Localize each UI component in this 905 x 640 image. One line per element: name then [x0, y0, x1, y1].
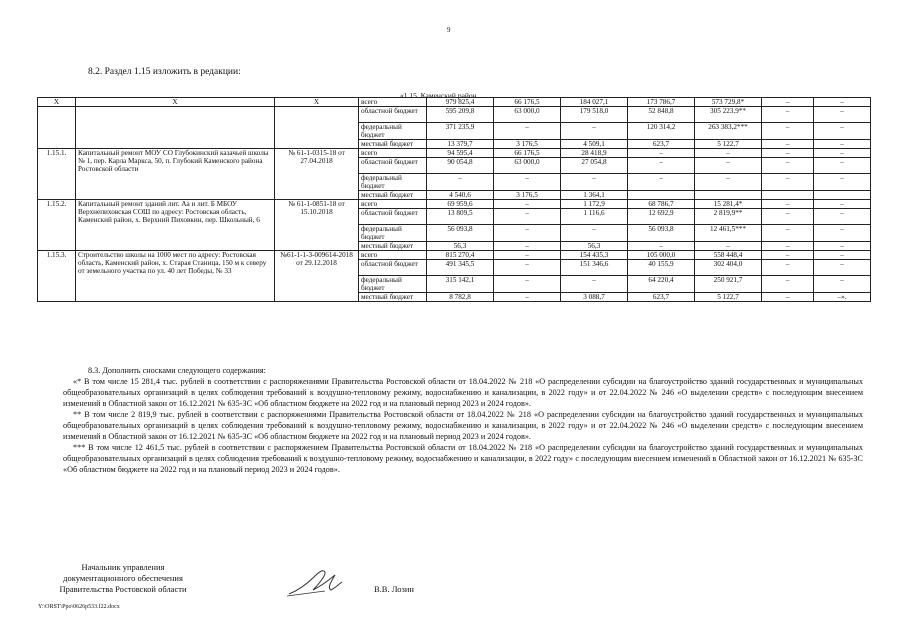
budget-table — [37, 97, 871, 302]
value-cell: – — [494, 293, 561, 302]
value-cell: 13 379,7 — [427, 140, 494, 149]
value-cell: – — [494, 200, 561, 209]
value-cell: 623,7 — [628, 140, 695, 149]
source-cell: федеральный бюджет — [359, 225, 427, 242]
value-cell: – — [814, 251, 871, 260]
value-cell: – — [762, 200, 814, 209]
value-cell: 94 595,4 — [427, 149, 494, 158]
value-cell: – — [427, 174, 494, 191]
value-cell: 63 000,0 — [494, 158, 561, 174]
source-cell: всего — [359, 98, 427, 107]
value-cell: – — [628, 149, 695, 158]
value-cell: – — [762, 276, 814, 293]
value-cell: 573 729,8* — [695, 98, 762, 107]
table-row — [38, 98, 871, 107]
value-cell: – — [762, 225, 814, 242]
value-cell — [628, 191, 695, 200]
value-cell: – — [494, 174, 561, 191]
table-row — [38, 251, 871, 260]
value-cell — [814, 191, 871, 200]
value-cell — [695, 191, 762, 200]
table-row — [38, 200, 871, 209]
value-cell: 4 509,1 — [561, 140, 628, 149]
footnote-3: *** В том числе 12 461,5 тыс. рублей в соответствии с распоряжением Правительства Ростовской области от 18.04.2022 № 218 «О распределении субсидии на благоустройство зданий государственных и муниципальных общеобразовательных организаций в целях соблюдения требований к воздушно-тепловому режиму, водоснабжению и канализации, в 2022 году» с последующим внесением изменений в Областной закон от 16.12.2021 № 635-ЗС «Об областном бюджете на 2022 год и на плановый период 2023 и 2024 годов». — [63, 443, 863, 474]
value-cell: 56 093,8 — [427, 225, 494, 242]
document-cell: № 61-1-0315-18 от 27.04.2018 — [275, 149, 359, 200]
value-cell: 40 155,9 — [628, 260, 695, 276]
value-cell: 52 848,8 — [628, 107, 695, 123]
value-cell: 305 223,9** — [695, 107, 762, 123]
value-cell: 371 235,9 — [427, 123, 494, 140]
value-cell: –». — [814, 293, 871, 302]
value-cell: – — [762, 174, 814, 191]
document-cell: Х — [275, 98, 359, 107]
source-cell: всего — [359, 149, 427, 158]
item-number-cell: 1.15.1. — [38, 149, 76, 200]
value-cell: 5 122,7 — [695, 140, 762, 149]
value-cell: – — [561, 174, 628, 191]
document-cell: № 61-1-0851-18 от 15.10.2018 — [275, 200, 359, 251]
source-cell: всего — [359, 200, 427, 209]
value-cell: 3 088,7 — [561, 293, 628, 302]
value-cell: – — [814, 225, 871, 242]
footnote-1: «* В том числе 15 281,4 тыс. рублей в соответствии с распоряжениями Правительства Ростовской области от 18.04.2022 № 218 «О распределении субсидии на благоустройство зданий государственных и муниципальных общеобразовательных организаций в целях соблюдения требований к воздушно-тепловому режиму, водоснабжению и канализации, в 2022 году» и от 22.04.2022 № 246 «О выделении средств» с последующим внесением изменений в Областной закон от 16.12.2021 № 635-ЗС «Об областном бюджете на 2022 год и на плановый период 2023 и 2024 годов». — [63, 377, 863, 408]
value-cell: 491 345,5 — [427, 260, 494, 276]
signature-block — [38, 562, 208, 595]
value-cell: 179 518,0 — [561, 107, 628, 123]
value-cell: 5 122,7 — [695, 293, 762, 302]
value-cell: – — [695, 242, 762, 251]
item-number-cell — [38, 107, 76, 149]
value-cell: – — [762, 107, 814, 123]
item-number-cell: 1.15.2. — [38, 200, 76, 251]
value-cell: – — [814, 209, 871, 225]
document-cell: №61-1-1-3-009614-2018 от 29.12.2018 — [275, 251, 359, 302]
value-cell: 15 281,4* — [695, 200, 762, 209]
value-cell: 56,3 — [561, 242, 628, 251]
item-name-cell: Капитальный ремонт зданий лит. Аа и лит. Б МБОУ Верхнепиховская СОШ по адресу: Ростовская область, Каменский район, х. Верхний Пиховкин, пер. Школьный, 6 — [76, 200, 275, 251]
value-cell: 173 786,7 — [628, 98, 695, 107]
table-row — [38, 107, 871, 123]
value-cell: 2 819,9** — [695, 209, 762, 225]
signer-name: В.В. Лозин — [374, 584, 414, 594]
value-cell: – — [814, 98, 871, 107]
handwritten-signature — [285, 566, 345, 600]
item-number-cell: 1.15.3. — [38, 251, 76, 302]
value-cell: – — [814, 242, 871, 251]
value-cell: – — [762, 251, 814, 260]
value-cell: – — [561, 123, 628, 140]
value-cell: 12 461,5*** — [695, 225, 762, 242]
value-cell: 90 054,8 — [427, 158, 494, 174]
value-cell: 595 209,8 — [427, 107, 494, 123]
value-cell: 12 692,9 — [628, 209, 695, 225]
value-cell: – — [762, 242, 814, 251]
source-cell: местный бюджет — [359, 242, 427, 251]
table-title: «1.15. Каменский район — [400, 91, 477, 100]
source-cell: местный бюджет — [359, 140, 427, 149]
item-name-cell: Строительство школы на 1000 мест по адресу: Ростовская область, Каменский район, х. Старая Станица, 150 м к северу от земельного участка по ул. 40 лет Победы, № 33 — [76, 251, 275, 302]
value-cell: – — [762, 209, 814, 225]
value-cell: – — [814, 260, 871, 276]
value-cell: – — [494, 123, 561, 140]
value-cell: – — [762, 123, 814, 140]
footnote-2: ** В том числе 2 819,9 тыс. рублей в соответствии с распоряжениями Правительства Ростовской области от 18.04.2022 № 218 «О распределении субсидии на благоустройство зданий государственных и муниципальных общеобразовательных организаций в целях соблюдения требований к воздушно-тепловому режиму, водоснабжению и канализации, в 2022 году» и от 22.04.2022 № 246 «О выделении средств» с последующим внесением изменений в Областной закон от 16.12.2021 № 635-ЗС «Об областном бюджете на 2022 год и на плановый период 2023 и 2024 годов». — [63, 410, 863, 441]
value-cell: – — [628, 158, 695, 174]
value-cell: – — [494, 209, 561, 225]
item-name-cell — [76, 107, 275, 149]
value-cell: – — [762, 140, 814, 149]
value-cell: – — [628, 242, 695, 251]
value-cell: 56 093,8 — [628, 225, 695, 242]
value-cell: 815 270,4 — [427, 251, 494, 260]
value-cell: – — [814, 174, 871, 191]
value-cell: – — [762, 98, 814, 107]
value-cell: – — [494, 276, 561, 293]
signature-title-line1: Начальник управления — [81, 562, 165, 572]
signature-title-line3: Правительства Ростовской области — [59, 584, 187, 594]
table-row — [38, 149, 871, 158]
value-cell: 1 172,9 — [561, 200, 628, 209]
value-cell: – — [494, 251, 561, 260]
value-cell: – — [695, 158, 762, 174]
page-number: 9 — [447, 26, 451, 34]
source-cell: местный бюджет — [359, 191, 427, 200]
item-name-cell: Капитальный ремонт МОУ СО Глубокинский казачьей школы № 1, пер. Карла Маркса, 50, п. Глубокий Каменского района Ростовской области — [76, 149, 275, 200]
value-cell: 315 142,1 — [427, 276, 494, 293]
value-cell: – — [561, 276, 628, 293]
value-cell: 8 782,8 — [427, 293, 494, 302]
value-cell: 64 220,4 — [628, 276, 695, 293]
value-cell: 979 825,4 — [427, 98, 494, 107]
source-cell: областной бюджет — [359, 107, 427, 123]
file-path: Y:\ORST\Ppo\0626p533.f22.docx — [38, 604, 120, 610]
item-name-cell: Х — [76, 98, 275, 107]
value-cell: 66 176,5 — [494, 98, 561, 107]
value-cell: 27 054,8 — [561, 158, 628, 174]
value-cell: 28 418,9 — [561, 149, 628, 158]
value-cell: 4 540,6 — [427, 191, 494, 200]
value-cell — [762, 191, 814, 200]
value-cell: 56,3 — [427, 242, 494, 251]
footnotes-heading: 8.3. Дополнить сносками следующего содержания: — [88, 366, 266, 375]
value-cell: – — [628, 174, 695, 191]
source-cell: федеральный бюджет — [359, 276, 427, 293]
value-cell: 3 176,5 — [494, 140, 561, 149]
source-cell: областной бюджет — [359, 209, 427, 225]
value-cell: – — [814, 123, 871, 140]
value-cell: – — [494, 242, 561, 251]
section-heading: 8.2. Раздел 1.15 изложить в редакции: — [88, 67, 241, 77]
source-cell: областной бюджет — [359, 260, 427, 276]
value-cell: 250 921,7 — [695, 276, 762, 293]
value-cell: 68 786,7 — [628, 200, 695, 209]
value-cell: 623,7 — [628, 293, 695, 302]
value-cell: – — [695, 149, 762, 158]
value-cell: – — [814, 200, 871, 209]
source-cell: местный бюджет — [359, 293, 427, 302]
value-cell: – — [814, 149, 871, 158]
value-cell: 302 404,0 — [695, 260, 762, 276]
value-cell: – — [814, 140, 871, 149]
value-cell: 1 116,6 — [561, 209, 628, 225]
value-cell: – — [695, 174, 762, 191]
value-cell: – — [762, 293, 814, 302]
value-cell: – — [494, 225, 561, 242]
value-cell: 151 346,6 — [561, 260, 628, 276]
source-cell: федеральный бюджет — [359, 174, 427, 191]
value-cell: 3 176,5 — [494, 191, 561, 200]
value-cell: 105 000,0 — [628, 251, 695, 260]
value-cell: – — [762, 260, 814, 276]
value-cell: 63 000,0 — [494, 107, 561, 123]
value-cell: – — [762, 158, 814, 174]
value-cell: 69 959,6 — [427, 200, 494, 209]
value-cell: 558 448,4 — [695, 251, 762, 260]
value-cell: – — [494, 260, 561, 276]
value-cell: 154 435,3 — [561, 251, 628, 260]
value-cell: 66 176,5 — [494, 149, 561, 158]
value-cell: – — [762, 149, 814, 158]
value-cell: 120 314,2 — [628, 123, 695, 140]
signature-title-line2: документационного обеспечения — [63, 573, 183, 583]
value-cell: – — [814, 158, 871, 174]
item-number-cell: Х — [38, 98, 76, 107]
value-cell: 184 027,1 — [561, 98, 628, 107]
source-cell: всего — [359, 251, 427, 260]
value-cell: – — [561, 225, 628, 242]
value-cell: 1 364,1 — [561, 191, 628, 200]
value-cell: – — [814, 107, 871, 123]
value-cell: 263 383,2*** — [695, 123, 762, 140]
source-cell: областной бюджет — [359, 158, 427, 174]
document-cell — [275, 107, 359, 149]
value-cell: 13 809,5 — [427, 209, 494, 225]
value-cell: – — [814, 276, 871, 293]
footnotes — [63, 365, 863, 475]
source-cell: федеральный бюджет — [359, 123, 427, 140]
